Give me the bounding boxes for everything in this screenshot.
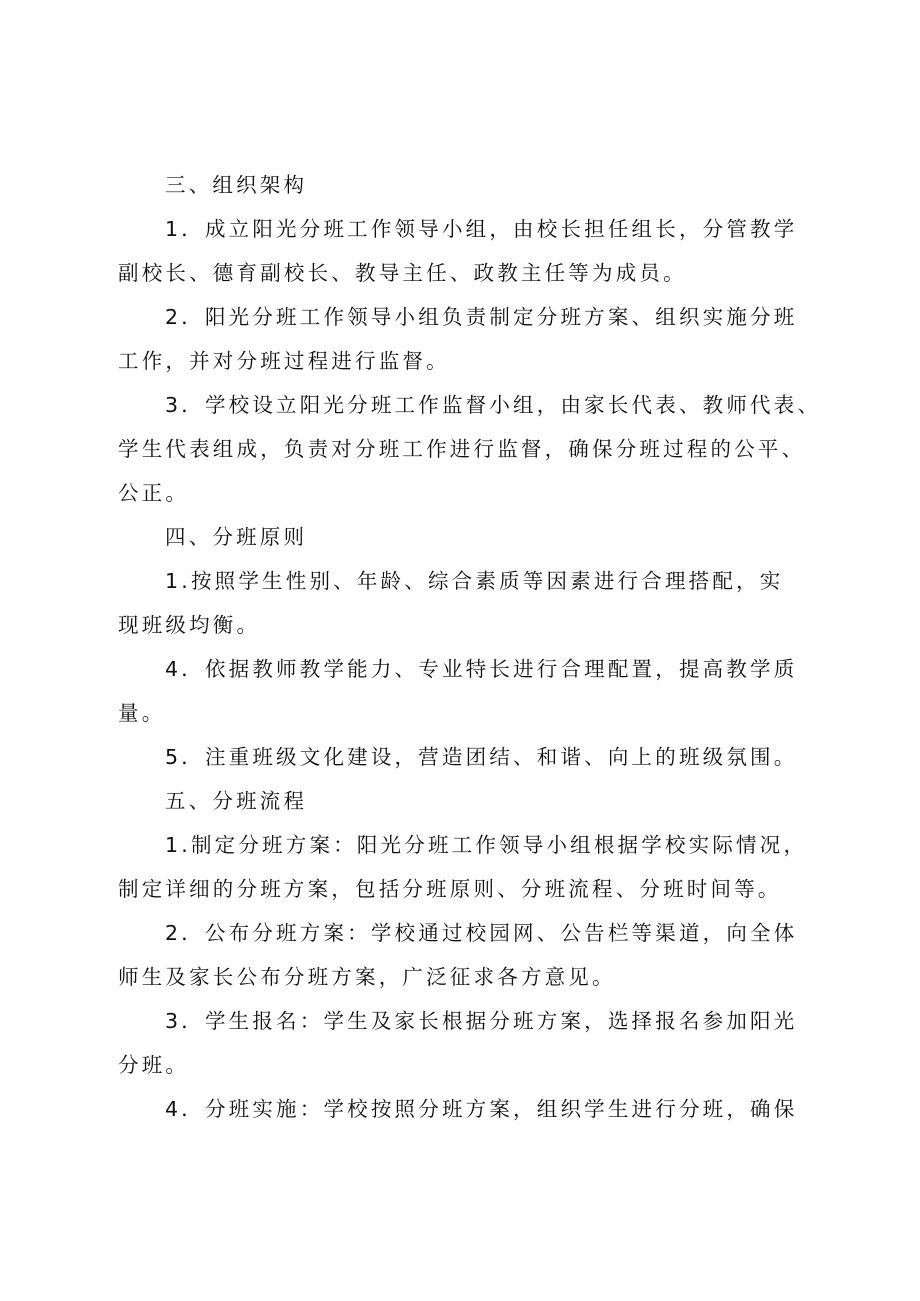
paragraph-line: 量。 [118,701,166,725]
paragraph-3-1 [118,207,818,295]
paragraph-line: 4．依据教师教学能力、专业特长进行合理配置，提高教学质 [165,657,798,681]
paragraph-line: 2．阳光分班工作领导小组负责制定分班方案、组织实施分班 [165,305,798,329]
paragraph-3-2 [118,295,818,383]
section-heading-organization: 三、组织架构 [165,173,308,197]
paragraph-line: 分班。 [118,1053,190,1077]
document-body [118,163,822,1131]
paragraph-4-2 [118,647,818,735]
paragraph-5-4 [118,1087,818,1131]
paragraph-line: 现班级均衡。 [118,613,261,637]
paragraph-line: 3．学生报名：学生及家长根据分班方案，选择报名参加阳光 [165,1009,798,1033]
paragraph-3-3 [118,383,822,515]
paragraph-line: 学生代表组成，负责对分班工作进行监督，确保分班过程的公平、 [118,437,806,461]
paragraph-line: 1．成立阳光分班工作领导小组，由校长担任组长，分管教学 [165,217,798,241]
paragraph-5-2 [118,911,818,999]
paragraph-4-3 [118,735,818,779]
paragraph-line: 副校长、德育副校长、教导主任、政教主任等为成员。 [118,261,687,285]
paragraph-line: 3．学校设立阳光分班工作监督小组，由家长代表、教师代表、 [165,393,822,417]
paragraph-line: 1.按照学生性别、年龄、综合素质等因素进行合理搭配，实 [165,569,784,593]
paragraph-4-1 [118,559,818,647]
paragraph-line: 5．注重班级文化建设，营造团结、和谐、向上的班级氛围。 [165,745,798,769]
paragraph-5-1 [118,823,818,911]
paragraph-line: 制定详细的分班方案，包括分班原则、分班流程、分班时间等。 [118,877,782,901]
paragraph-line: 工作，并对分班过程进行监督。 [118,349,450,373]
paragraph-line: 4．分班实施：学校按照分班方案，组织学生进行分班，确保 [165,1097,798,1121]
paragraph-line: 2．公布分班方案：学校通过校园网、公告栏等渠道，向全体 [165,921,798,945]
paragraph-line: 师生及家长公布分班方案，广泛征求各方意见。 [118,965,616,989]
paragraph-line: 1.制定分班方案：阳光分班工作领导小组根据学校实际情况， [165,833,808,857]
paragraph-line: 公正。 [118,481,190,505]
section-heading-process: 五、分班流程 [165,789,308,813]
section-heading-principles: 四、分班原则 [165,525,308,549]
paragraph-5-3 [118,999,818,1087]
